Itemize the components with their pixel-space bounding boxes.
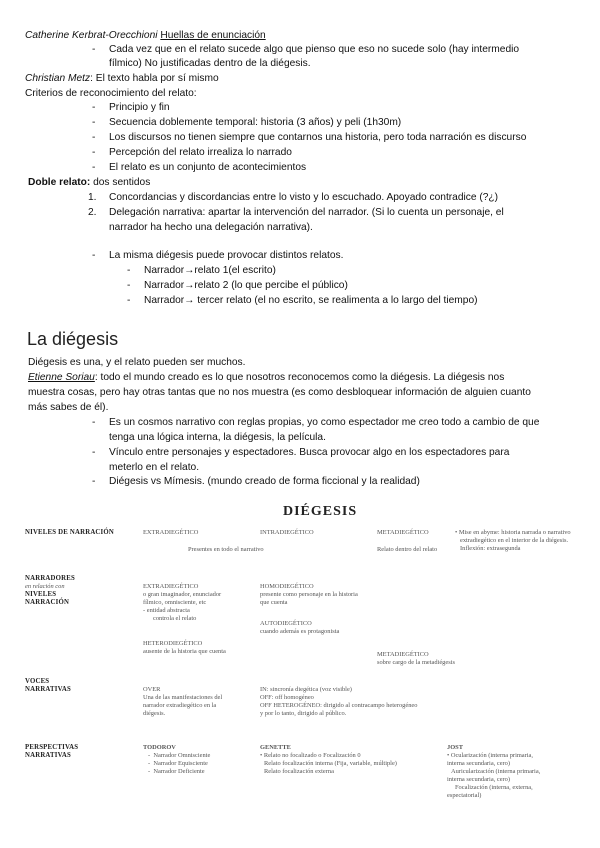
n-meta-1: sobre cargo de la metadiégesis	[377, 659, 455, 666]
paragraph-1: Diégesis es una, y el relato pueden ser muchos.	[28, 357, 246, 368]
numbered-item-1	[88, 191, 499, 204]
header-line-2	[25, 72, 219, 85]
todorov-1: - Narrador Omnisciente	[148, 752, 211, 759]
diegesis-bullet-1: - Es un cosmos narrativo con reglas propias, yo como espectador me creo todo a cambio de que	[109, 416, 539, 429]
n-extra-2: fílmico, omnisciente, etc	[143, 599, 207, 606]
todorov-3: - Narrador Deficiente	[148, 768, 205, 775]
paragraph-2	[28, 371, 504, 384]
n-extra: EXTRADIEGÉTICO	[143, 583, 199, 590]
jost-4: interna secundaria, cero)	[447, 776, 510, 783]
n-auto-1: cuando además es protagonista	[260, 628, 340, 635]
row-voces: VOCES	[25, 678, 50, 685]
over-3: diégesis.	[143, 710, 166, 717]
numbered-item-2	[88, 206, 504, 219]
row-narrativas-2: NARRATIVAS	[25, 752, 71, 759]
n-homo-1: presente como personaje en la historia	[260, 591, 358, 598]
n-homo: HOMODIEGÉTICO	[260, 583, 314, 590]
col-intra: INTRADIEGÉTICO	[260, 529, 314, 536]
meta-note-2: extradiegético en el interior de la diégesis.	[460, 537, 569, 544]
en-relacion: en relación con	[25, 583, 65, 590]
narrador-relato-2: - Narrador→relato 2 (lo que percibe el público)	[144, 279, 348, 292]
meta-note-1: • Mise en abyme: historia narrada o narrativo	[455, 529, 571, 536]
relato-dentro: Relato dentro del relato	[377, 546, 438, 553]
todorov-3-text: Narrador Deficiente	[153, 768, 205, 775]
n-meta: METADIEGÉTICO	[377, 651, 429, 658]
row-perspectivas: PERSPECTIVAS	[25, 744, 79, 751]
criteria-item-4: - Percepción del relato irrealiza lo narrado	[109, 146, 292, 159]
presentes: Presentes en todo el narrativo	[188, 546, 264, 553]
n-auto: AUTODIEGÉTICO	[260, 620, 312, 627]
n-extra-1: o gran imaginador, enunciador	[143, 591, 222, 598]
numbered-item-1-text: Concordancias y discordancias entre lo visto y lo escuchado. Apoyado contradice (?¿)	[109, 192, 499, 203]
numbered-item-2-text: Delegación narrativa: apartar la intervención del narrador. (Si lo cuenta un personaje, el	[109, 207, 504, 218]
col-extra: EXTRADIEGÉTICO	[143, 529, 199, 536]
jost: JOST	[447, 744, 463, 751]
narrador-relato-3: - Narrador→ tercer relato (el no escrito, se realimenta a lo largo del tiempo)	[144, 294, 478, 307]
criteria-item-3: - Los discursos no tienen siempre que contarnos una historia, pero toda narración es discurso	[109, 131, 526, 144]
diegesis-bullet-2: - Vínculo entre personajes y espectadores. Busca provocar algo en los espectadores para	[109, 446, 509, 459]
bullet-b1-cont: fílmico) No justificadas dentro de la diégesis.	[109, 58, 311, 69]
over-1: Una de las manifestaciones del	[143, 694, 223, 701]
todorov-2-text: Narrador Equisciente	[153, 760, 208, 767]
bullet-b1: - Cada vez que en el relato sucede algo que pienso que eso no sucede solo (hay intermedio	[109, 43, 519, 56]
row-narradores: NARRADORES	[25, 575, 75, 582]
voz-in: IN: sincronía diegética (voz visible)	[260, 686, 352, 693]
n-homo-2: que cuenta	[260, 599, 288, 606]
diegesis-bullet-1-cont: tenga una lógica interna, la diégesis, la película.	[109, 432, 326, 443]
n-hetero-1: ausente de la historia que cuenta	[143, 648, 226, 655]
jost-3: Auricularización (interna primaria,	[451, 768, 541, 775]
diagram-title: DIÉGESIS	[283, 504, 358, 519]
doble-relato-label: Doble relato:	[28, 177, 91, 188]
row-niveles: NIVELES DE NARRACIÓN	[25, 529, 114, 536]
n-hetero: HETERODIEGÉTICO	[143, 640, 203, 647]
title-huellas: Huellas de enunciación	[160, 30, 266, 41]
author-kerbrat: Catherine Kerbrat-Orecchioni	[25, 30, 158, 41]
n-extra-3-text: entidad abstracta	[146, 607, 190, 614]
voz-off: OFF: off homogéneo	[260, 694, 314, 701]
paragraph-2-text: : todo el mundo creado es lo que nosotros reconocemos como la diégesis. La diégesis nos	[94, 372, 505, 383]
voz-off-hetero-2: y por lo tanto, dirigido al público.	[260, 710, 347, 717]
header-line-1	[25, 29, 266, 42]
row-narracion: NARRACIÓN	[25, 599, 70, 606]
jost-6: espectatorial)	[447, 792, 482, 799]
numbered-item-2-cont: narrador ha hecho una delegación narrativa).	[109, 222, 313, 233]
jost-2: interna secundaria, cero)	[447, 760, 510, 767]
heading-la-diegesis: La diégesis	[27, 329, 119, 349]
paragraph-2-cont: muestra cosas, pero hay otras tantas que no nos muestra (es como desbloquear información de alguien cuanto	[28, 387, 531, 398]
diegesis-diagram	[0, 496, 600, 826]
todorov: TODOROV	[143, 744, 176, 751]
doble-relato-line	[28, 176, 150, 189]
todorov-2: - Narrador Equisciente	[148, 760, 208, 767]
row-niveles-2: NIVELES	[25, 591, 57, 598]
genette-2: Relato focalización interna (Fija, variable, múltiple)	[264, 760, 397, 767]
voz-off-hetero: OFF HETEROGÉNEO: dirigido al contracampo heterogéneo	[260, 702, 418, 709]
genette-1: • Relato no focalizado o Focalización 0	[260, 752, 361, 759]
paragraph-2-end: más sabes de él).	[28, 402, 109, 413]
meta-note-3: Inflexión: extrasegunda	[460, 545, 521, 552]
narrador-relato-1: - Narrador→relato 1(el escrito)	[144, 264, 276, 277]
metz-text: : El texto habla por sí mismo	[90, 73, 219, 84]
todorov-1-text: Narrador Omnisciente	[153, 752, 211, 759]
over: OVER	[143, 686, 161, 693]
n-extra-3: - entidad abstracta	[143, 607, 190, 614]
criteria-heading: Criterios de reconocimiento del relato:	[25, 88, 197, 99]
diegesis-bullet-2-cont: meterlo en el relato.	[109, 462, 200, 473]
col-meta: METADIEGÉTICO	[377, 529, 429, 536]
diegesis-bullet-3: - Diégesis vs Mímesis. (mundo creado de forma ficcional y la realidad)	[109, 475, 420, 488]
row-narrativas: NARRATIVAS	[25, 686, 71, 693]
number-2: 2.	[88, 207, 97, 218]
over-2: narrador extradiegético en la	[143, 702, 217, 709]
genette: GENETTE	[260, 744, 291, 751]
author-soriau: Etienne Soriau	[28, 372, 95, 383]
number-1: 1.	[88, 192, 97, 203]
author-metz: Christian Metz	[25, 73, 91, 84]
genette-3: Relato focalización externa	[264, 768, 334, 775]
misma-diegesis: - La misma diégesis puede provocar distintos relatos.	[109, 249, 343, 262]
jost-1: • Ocularización (interna primaria,	[447, 752, 533, 759]
n-extra-4: controla el relato	[153, 615, 197, 622]
criteria-item-1: - Principio y fin	[109, 101, 170, 114]
doble-relato-text: dos sentidos	[90, 177, 151, 188]
criteria-item-2: - Secuencia doblemente temporal: historia (3 años) y peli (1h30m)	[109, 116, 401, 129]
jost-5: Focalización (interna, externa,	[455, 784, 533, 791]
criteria-item-5: - El relato es un conjunto de acontecimientos	[109, 161, 306, 174]
